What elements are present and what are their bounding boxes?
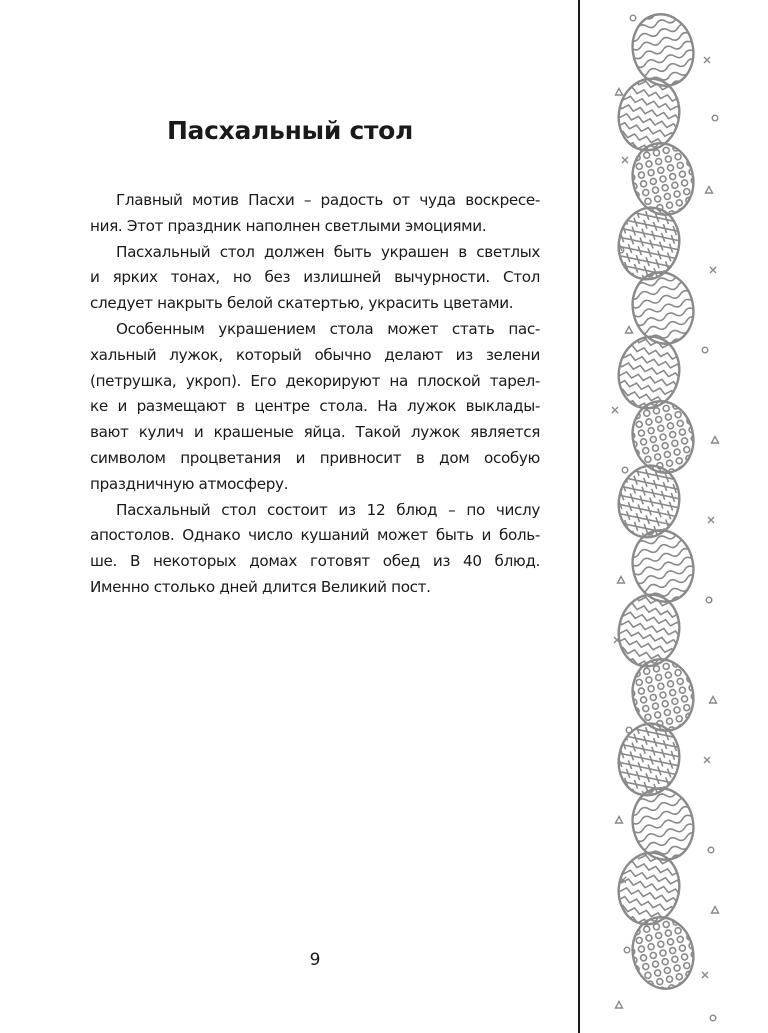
text-line: хальный лужок, который обычно делают из зелени (90, 345, 540, 364)
circle-mark-icon (710, 1015, 716, 1021)
text-line: (петрушка, укроп). Его декорируют на плоской тарел- (90, 371, 540, 390)
text-line: ния. Этот праздник наполнен светлыми эмоциями. (90, 216, 487, 235)
circle-mark-icon (630, 15, 636, 21)
easter-egg-border-decoration (585, 0, 755, 1033)
circle-mark-icon (626, 727, 632, 733)
circle-mark-icon (706, 597, 712, 603)
circle-mark-icon (708, 847, 714, 853)
triangle-mark-icon (616, 1002, 623, 1009)
text-line: символом процветания и привносит в дом особую (90, 448, 540, 467)
easter-egg-icon (615, 3, 711, 97)
text-line: Особенным украшением стола может стать пас- (116, 319, 540, 338)
triangle-mark-icon (616, 817, 623, 824)
cross-mark-icon (708, 517, 714, 523)
text-line: ше. В некоторых домах готовят обед из 40 блюд. (90, 552, 540, 571)
triangle-mark-icon (618, 577, 625, 584)
circle-mark-icon (712, 115, 718, 121)
triangle-mark-icon (706, 187, 713, 194)
cross-mark-icon (704, 57, 710, 63)
circle-mark-icon (622, 467, 628, 473)
triangle-mark-icon (710, 697, 717, 704)
text-line: Пасхальный стол состоит из 12 блюд – по числу (116, 500, 540, 519)
triangle-mark-icon (616, 89, 623, 96)
circle-mark-icon (624, 947, 630, 953)
cross-mark-icon (622, 157, 628, 163)
page-title: Пасхальный стол (166, 116, 414, 145)
cross-mark-icon (710, 267, 716, 273)
triangle-mark-icon (712, 437, 719, 444)
cross-mark-icon (702, 972, 708, 978)
page-number: 9 (309, 950, 321, 970)
text-line: праздничную атмосферу. (90, 474, 289, 493)
triangle-mark-icon (712, 907, 719, 914)
text-line: апостолов. Однако число кушаний может быть и боль- (90, 526, 540, 545)
text-line: Главный мотив Пасхи – радость от чуда воскресе- (116, 191, 540, 209)
cross-mark-icon (704, 757, 710, 763)
circle-mark-icon (702, 347, 708, 353)
article-body (90, 188, 540, 601)
text-line: Пасхальный стол должен быть украшен в светлых (116, 242, 540, 261)
text-line: следует накрыть белой скатертью, украсить цветами. (90, 294, 514, 313)
page-divider-line (578, 0, 580, 1033)
text-line: и ярких тонах, но без излишней вычурности. Стол (90, 268, 540, 287)
text-line: вают кулич и крашеные яйца. Такой лужок является (90, 423, 540, 442)
cross-mark-icon (612, 407, 618, 413)
text-line: Именно столько дней длится Великий пост. (90, 577, 431, 596)
triangle-mark-icon (626, 327, 633, 334)
text-line: ке и размещают в центре стола. На лужок выклады- (90, 397, 540, 416)
